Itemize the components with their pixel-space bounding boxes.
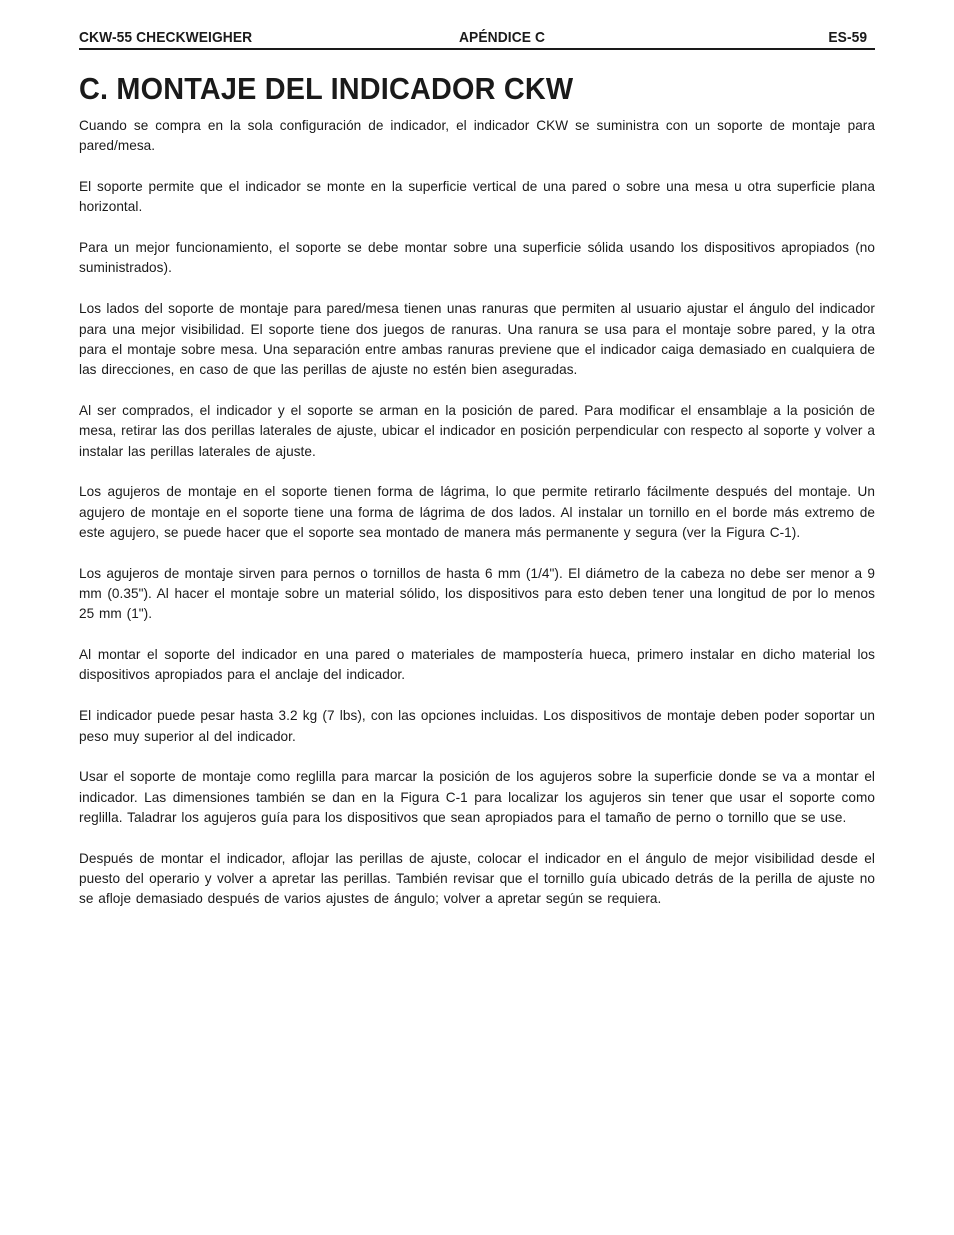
header-product-name: CKW-55 CHECKWEIGHER [79, 29, 253, 46]
paragraph: El indicador puede pesar hasta 3.2 kg (7 lbs), con las opciones incluidas. Los dispositivos de montaje deben poder soportar un peso muy superior al del indicador. [79, 708, 875, 744]
paragraph: Los agujeros de montaje sirven para pernos o tornillos de hasta 6 mm (1/4"). El diámetro de la cabeza no debe ser menor a 9 mm (0.35"). Al hacer el montaje sobre un material sólido, los dispositivos para esto deben tener una longitud de por lo menos 25 mm (1"). [79, 565, 875, 622]
header-page-number: ES-59 [828, 29, 867, 46]
header-section-name: APÉNDICE C [459, 29, 546, 46]
page-title: C. MONTAJE DEL INDICADOR CKW [79, 71, 574, 106]
paragraph: Los agujeros de montaje en el soporte tienen forma de lágrima, lo que permite retirarlo fácilmente después del montaje. Un agujero de montaje en el soporte tiene una forma de lágrima de dos lados. Al instalar un tornillo en el borde más extremo de este agujero, se puede hacer que el soporte sea montado de manera más permanente y segura (ver la Figura C-1). [79, 484, 875, 540]
paragraph: El soporte permite que el indicador se monte en la superficie vertical de una pared o sobre una mesa u otra superficie plana horizontal. [79, 179, 875, 215]
running-header [79, 0, 875, 50]
paragraph: Después de montar el indicador, aflojar las perillas de ajuste, colocar el indicador en el ángulo de mejor visibilidad desde el puesto del operario y volver a apretar las perillas. También revisar que el tornillo guía ubicado detrás de la perilla de ajuste no se afloje demasiado después de varios ajustes de ángulo; volver a apretar según se requiera. [79, 850, 875, 907]
paragraph: Al ser comprados, el indicador y el soporte se arman en la posición de pared. Para modificar el ensamblaje a la posición de mesa, retirar las dos perillas laterales de ajuste, ubicar el indicador en posición perpendicular con respecto al soporte y volver a instalar las perillas laterales de ajuste. [79, 402, 875, 459]
paragraph: Usar el soporte de montaje como reglilla para marcar la posición de los agujeros sobre la superficie donde se va a montar el indicador. Las dimensiones también se dan en la Figura C-1 para localizar los agujeros sin tener que usar el soporte como reglilla. Taladrar los agujeros guía para los dispositivos que sean apropiados para el tamaño de perno o tornillo que se use. [79, 769, 875, 825]
paragraph: Los lados del soporte de montaje para pared/mesa tienen unas ranuras que permiten al usuario ajustar el ángulo del indicador para una mejor visibilidad. El soporte tiene dos juegos de ranuras. Una ranura se usa para el montaje sobre pared, y la otra para el montaje sobre mesa. Una separación entre ambas ranuras previene que el indicador caiga demasiado en cualquiera de las direcciones, en caso de que las perillas de ajuste no estén bien aseguradas. [79, 301, 875, 378]
document-page [79, 0, 875, 930]
paragraph: Cuando se compra en la sola configuración de indicador, el indicador CKW se suministra con un soporte de montaje para pared/mesa. [79, 118, 875, 154]
paragraph: Para un mejor funcionamiento, el soporte se debe montar sobre una superficie sólida usando los dispositivos apropiados (no suministrados). [79, 240, 875, 276]
paragraph: Al montar el soporte del indicador en una pared o materiales de mampostería hueca, primero instalar en dicho material los dispositivos apropiados para el anclaje del indicador. [79, 647, 875, 683]
body-text [79, 116, 875, 910]
